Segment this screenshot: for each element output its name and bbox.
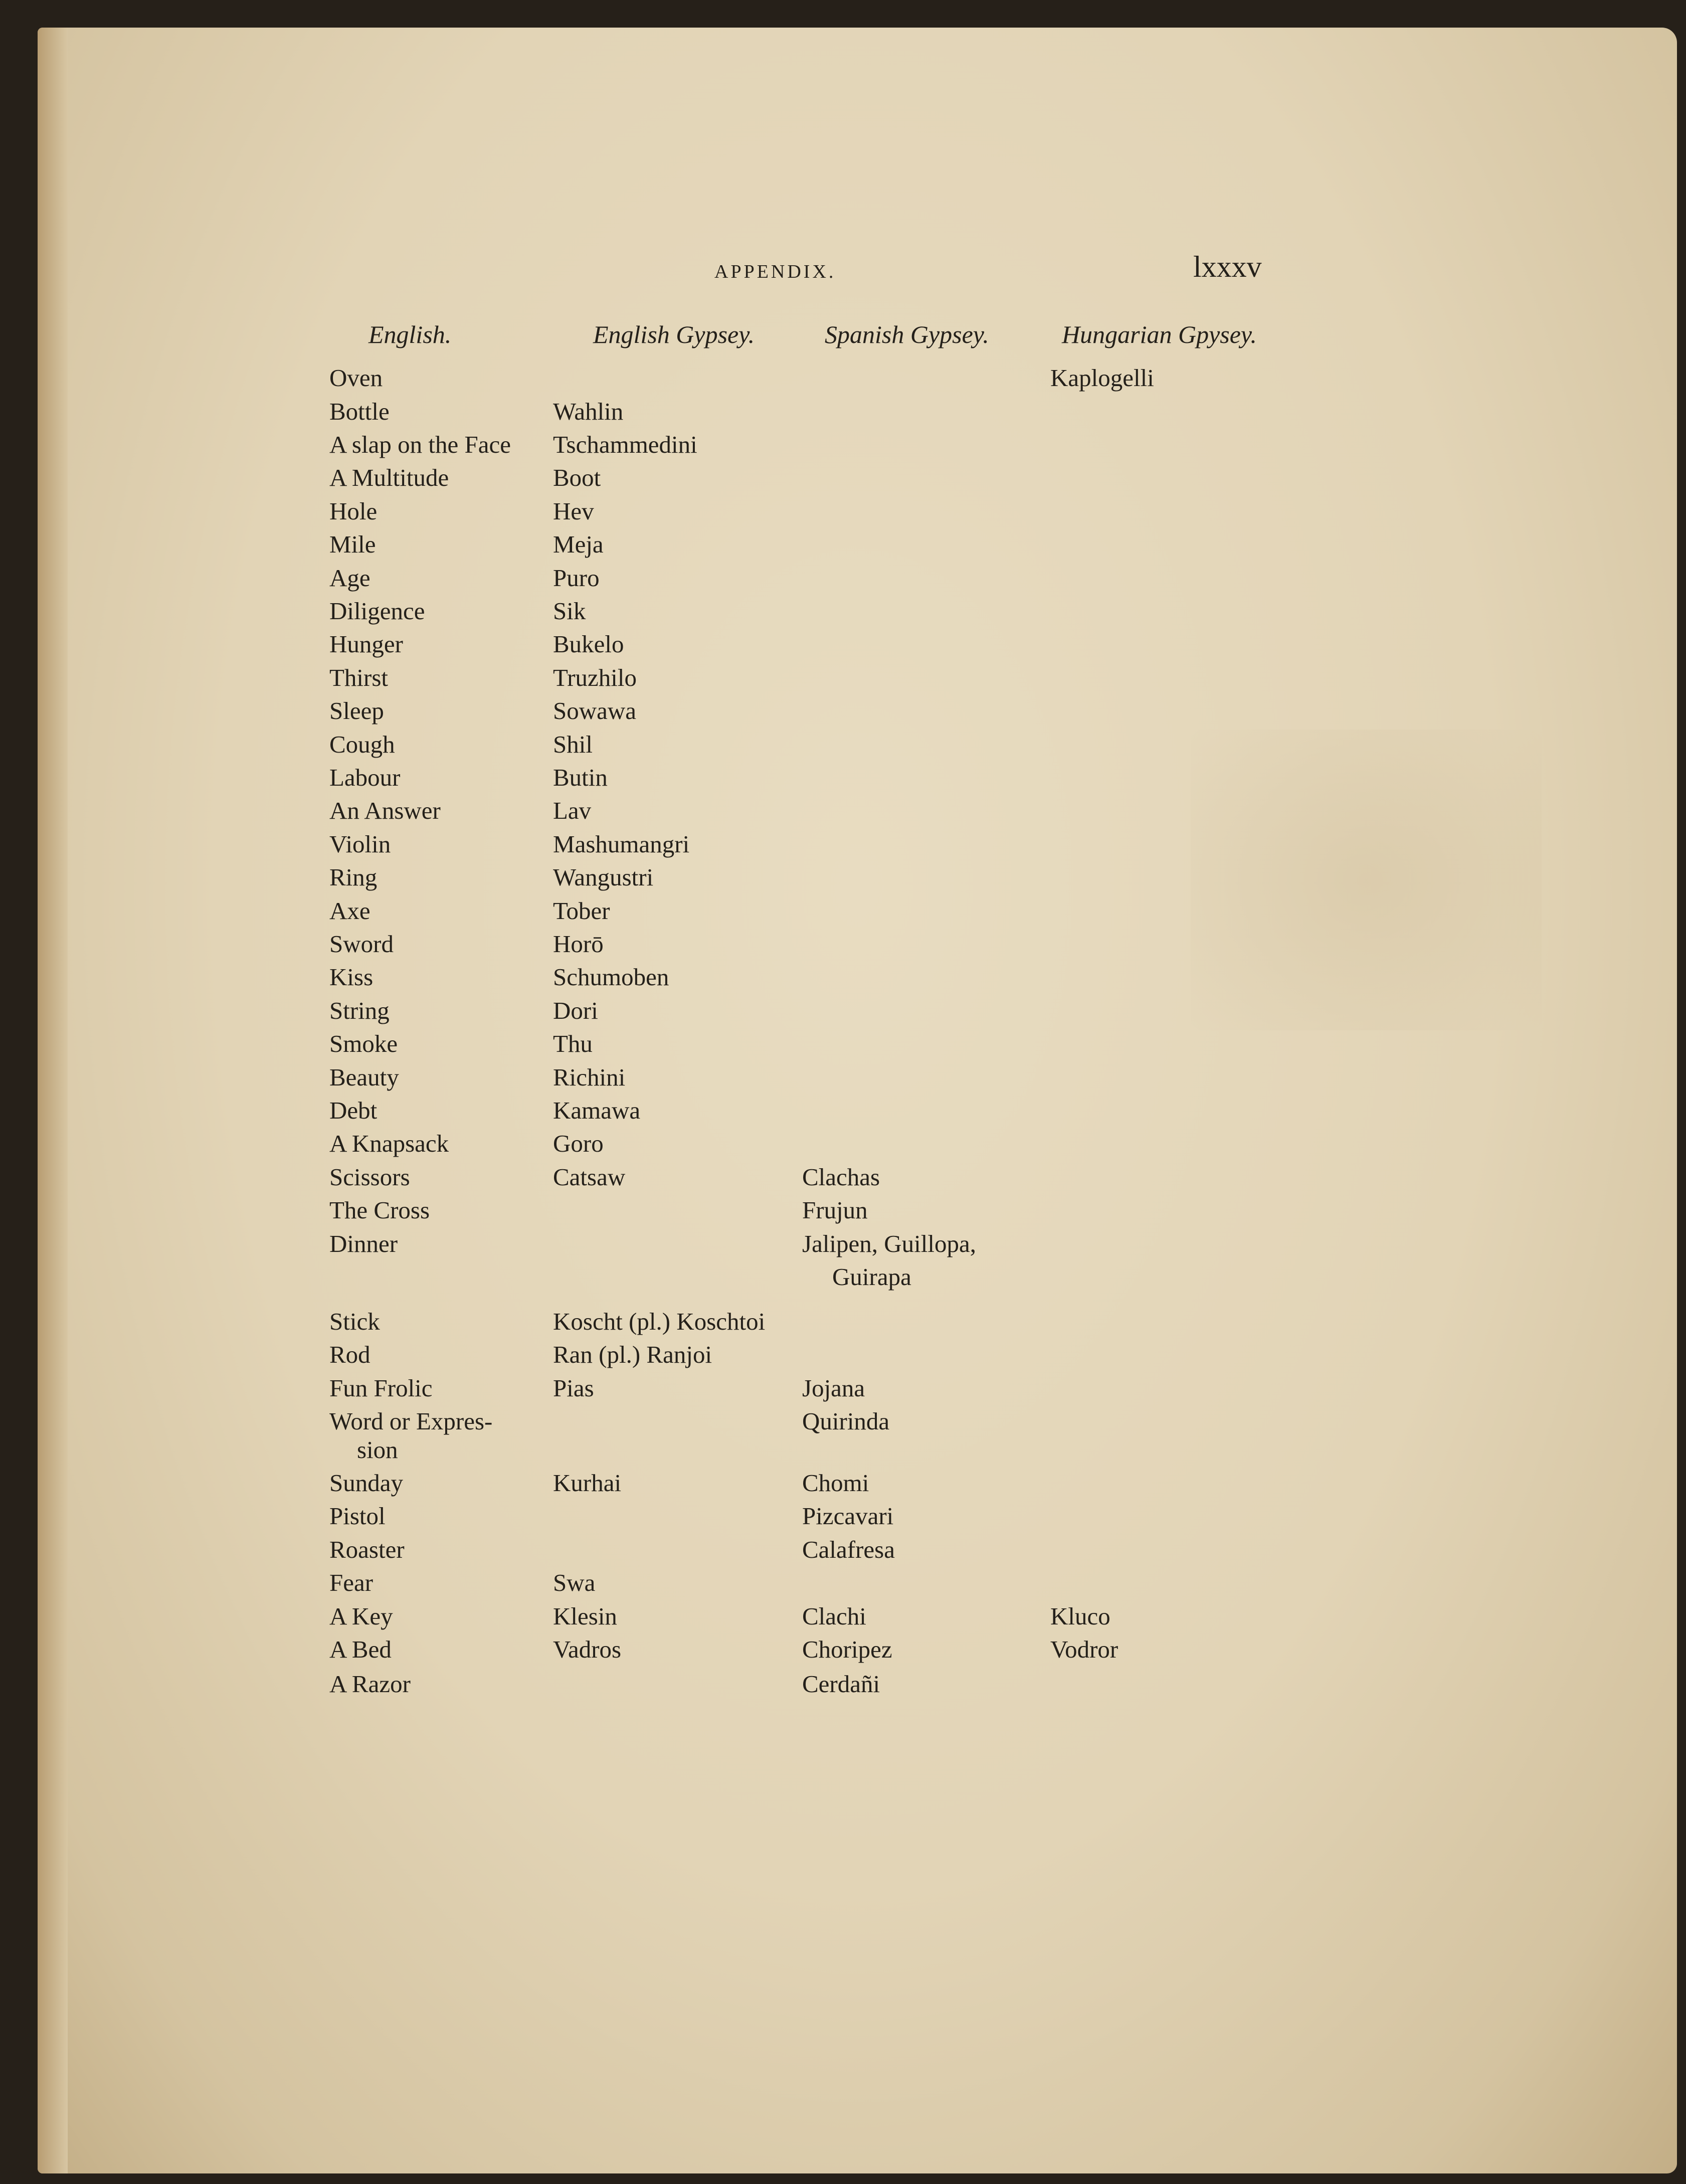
cell-english-gypsey: Kamawa [553,1097,641,1124]
cell-spanish-gypsey: Clachi [802,1602,866,1630]
page-number: lxxxv [1193,250,1262,283]
cell-english-gypsey: Wangustri [553,863,654,891]
cell-english-gypsey: Tober [553,897,610,925]
cell-english-gypsey: Pias [553,1374,594,1402]
cell-english-gypsey: Koscht (pl.) Koschtoi [553,1308,766,1335]
cell-spanish-gypsey: Choripez [802,1635,892,1663]
cell-english: Sleep [329,697,384,724]
cell-english-gypsey: Horō [553,930,604,958]
cell-english: Diligence [329,597,425,625]
column-header-hungarian-gypsey: Hungarian Gpysey. [1062,320,1257,348]
cell-english-gypsey: Shil [553,731,593,758]
cell-english-gypsey: Thu [553,1030,593,1057]
cell-english: Word or Expres- [329,1407,493,1435]
cell-english: Sunday [329,1469,403,1497]
cell-english-gypsey: Butin [553,764,608,791]
cell-english: Kiss [329,963,373,991]
cell-english: Axe [329,897,370,925]
cell-english: Smoke [329,1030,398,1057]
cell-english-gypsey: Sowawa [553,697,637,724]
cell-english: Thirst [329,664,389,691]
cell-english: Labour [329,764,401,791]
cell-english-gypsey: Ran (pl.) Ranjoi [553,1341,712,1368]
cell-spanish-gypsey: Quirinda [802,1407,890,1435]
cell-english: Rod [329,1341,370,1368]
cell-english: String [329,997,390,1024]
cell-english: A slap on the Face [329,431,511,458]
running-header: APPENDIX. [714,261,836,282]
cell-english-gypsey: Lav [553,797,592,824]
cell-english-gypsey: Bukelo [553,630,624,658]
cell-english: Stick [329,1308,380,1335]
cell-english: Mile [329,530,376,558]
cell-english: Pistol [329,1502,386,1530]
cell-english-gypsey: Catsaw [553,1163,626,1191]
cell-english-gypsey: Tschammedini [553,431,697,458]
cell-english-gypsey: Swa [553,1569,596,1596]
column-header-english-gypsey: English Gypsey. [593,320,755,348]
cell-english: Fun Frolic [329,1374,433,1402]
cell-english-gypsey: Kurhai [553,1469,622,1497]
cell-english: An Answer [329,797,441,824]
cell-spanish-gypsey: Guirapa [832,1263,911,1291]
cell-english-gypsey: Goro [553,1130,604,1157]
cell-english: A Razor [329,1670,411,1698]
cell-english-gypsey: Vadros [553,1635,622,1663]
cell-english: A Knapsack [329,1130,449,1157]
cell-spanish-gypsey: Jojana [802,1374,865,1402]
cell-english: Violin [329,830,391,858]
cell-english-gypsey: Richini [553,1063,626,1091]
cell-english-gypsey: Mashumangri [553,830,690,858]
cell-english: Age [329,564,370,592]
cell-hungarian-gypsey: Kluco [1050,1602,1110,1630]
cell-english-gypsey: Hev [553,497,594,525]
book-page [38,28,1677,2173]
cell-english-gypsey: Sik [553,597,586,625]
cell-spanish-gypsey: Calafresa [802,1536,895,1563]
cell-english: Debt [329,1097,378,1124]
cell-english-gypsey: Klesin [553,1602,617,1630]
cell-english: Ring [329,863,378,891]
cell-english-gypsey: Truzhilo [553,664,637,691]
cell-english: Beauty [329,1063,399,1091]
cell-spanish-gypsey: Chomi [802,1469,869,1497]
page-spine-shadow [38,28,68,2173]
cell-english: Bottle [329,398,390,425]
cell-english: Scissors [329,1163,410,1191]
cell-spanish-gypsey: Cerdañi [802,1670,880,1698]
paper-stain [1191,730,1542,1030]
cell-english: Dinner [329,1230,398,1257]
cell-english-gypsey: Boot [553,464,601,491]
column-header-spanish-gypsey: Spanish Gypsey. [825,320,989,348]
cell-english: Hole [329,497,378,525]
cell-english: Hunger [329,630,403,658]
cell-english: Oven [329,364,383,392]
cell-spanish-gypsey: Clachas [802,1163,880,1191]
cell-hungarian-gypsey: Kaplogelli [1050,364,1154,392]
cell-hungarian-gypsey: Vodror [1050,1635,1118,1663]
cell-spanish-gypsey: Jalipen, Guillopa, [802,1230,977,1257]
cell-english-gypsey: Puro [553,564,600,592]
cell-spanish-gypsey: Frujun [802,1196,868,1224]
cell-english: A Multitude [329,464,449,491]
cell-english-gypsey: Dori [553,997,598,1024]
cell-english: A Key [329,1602,393,1630]
cell-english: The Cross [329,1196,430,1224]
cell-english: Sword [329,930,394,958]
cell-english: A Bed [329,1635,392,1663]
cell-english: Cough [329,731,395,758]
cell-english-gypsey: Meja [553,530,604,558]
cell-english: Fear [329,1569,373,1596]
cell-english: Roaster [329,1536,405,1563]
cell-english: sion [357,1436,398,1464]
cell-spanish-gypsey: Pizcavari [802,1502,894,1530]
column-header-english: English. [368,320,452,348]
cell-english-gypsey: Schumoben [553,963,669,991]
cell-english-gypsey: Wahlin [553,398,624,425]
